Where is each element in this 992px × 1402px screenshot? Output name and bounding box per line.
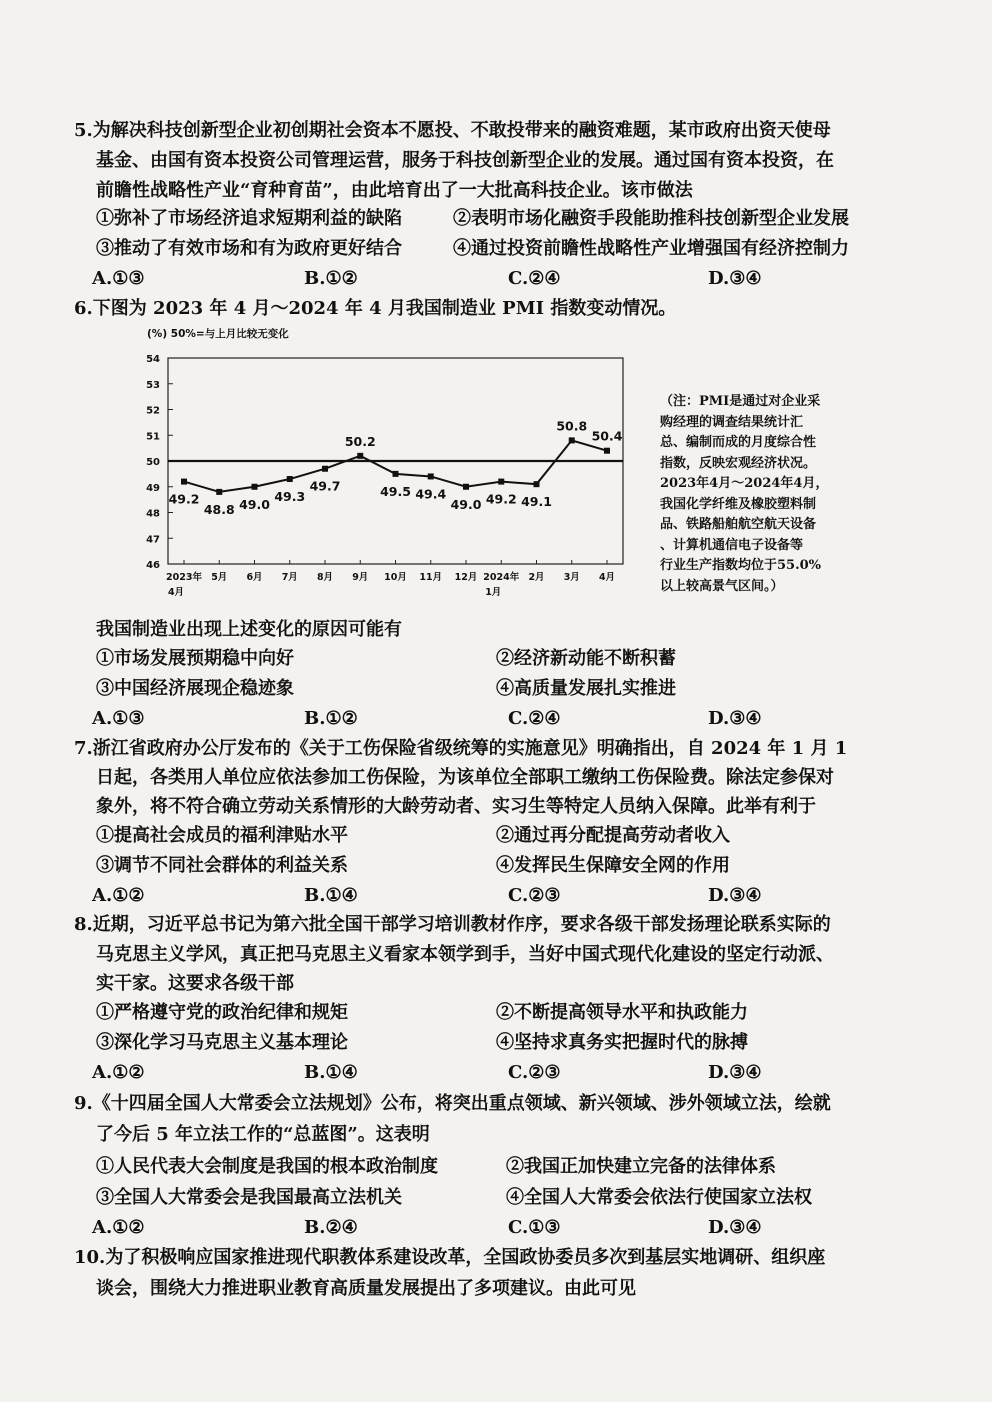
q6-stem: 6.下图为 2023 年 4 月～2024 年 4 月我国制造业 PMI 指数变动情况。 — [74, 298, 677, 319]
q5-choice-a: A.①③ — [92, 268, 145, 289]
data-label: 50.4 — [591, 428, 623, 444]
note-line: 品、铁路船舶航空航天设备 — [660, 517, 817, 532]
q7-choice-c: C.②③ — [508, 885, 561, 906]
data-point — [216, 489, 222, 495]
q5-stem-line-1: 5.为解决科技创新型企业初创期社会资本不愿投、不敢投带来的融资难题，某市政府出资天使母 — [74, 120, 831, 141]
q7-item-1: ①提高社会成员的福利津贴水平 — [96, 825, 348, 846]
q9-choice-d: D.③④ — [708, 1217, 762, 1238]
q7-item-4: ④发挥民生保障安全网的作用 — [496, 855, 730, 876]
q8-choice-a: A.①② — [92, 1062, 145, 1083]
q7-stem-line-1: 7.浙江省政府办公厅发布的《关于工伤保险省级统筹的实施意见》明确指出，自 2024 年 1 月 1 — [74, 738, 848, 759]
data-label: 48.8 — [203, 501, 235, 517]
y-tick-label: 48 — [146, 508, 160, 520]
x-tick-label: 2024年 — [483, 572, 520, 583]
data-point — [181, 479, 187, 485]
y-tick-label: 47 — [146, 534, 160, 546]
chart-title: (%) 50%=与上月比较无变化 — [147, 328, 289, 340]
data-point — [428, 473, 434, 479]
q7-stem-line-3: 象外，将不符合确立劳动关系情形的大龄劳动者、实习生等特定人员纳入保障。此举有利于 — [96, 796, 816, 817]
q6-choice-d: D.③④ — [708, 708, 762, 729]
y-axis — [146, 354, 173, 571]
q7-item-2: ②通过再分配提高劳动者收入 — [496, 825, 730, 846]
data-label: 49.2 — [485, 491, 517, 507]
q5-stem-line-2: 基金、由国有资本投资公司管理运营，服务于科技创新型企业的发展。通过国有资本投资，在 — [96, 150, 834, 171]
q5-item-2: ②表明市场化融资手段能助推科技创新型企业发展 — [453, 208, 849, 229]
q6-item-2: ②经济新动能不断积蓄 — [496, 648, 676, 669]
y-tick-label: 46 — [146, 560, 160, 571]
q9-choice-a: A.①② — [92, 1217, 145, 1238]
q10-stem-line-1: 10.为了积极响应国家推进现代职教体系建设改革，全国政协委员多次到基层实地调研、组织座 — [74, 1247, 826, 1268]
data-point — [498, 479, 504, 485]
x-tick-label: 2023年 — [166, 572, 202, 583]
data-label: 49.3 — [274, 489, 306, 505]
data-label: 49.1 — [521, 494, 552, 510]
q8-choice-c: C.②③ — [508, 1062, 561, 1083]
x-tick-label: 2月 — [528, 572, 545, 583]
x-tick-label: 7月 — [281, 572, 298, 583]
q9-item-2: ②我国正加快建立完备的法律体系 — [506, 1156, 776, 1177]
q9-item-3: ③全国人大常委会是我国最高立法机关 — [96, 1187, 402, 1208]
note-line: 行业生产指数均位于55.0% — [660, 558, 822, 573]
q5-stem-line-3: 前瞻性战略性产业“育种育苗”，由此培育出了一大批高科技企业。该市做法 — [96, 180, 693, 201]
data-point — [252, 484, 258, 490]
q8-item-3: ③深化学习马克思主义基本理论 — [96, 1032, 348, 1053]
q6-choice-c: C.②④ — [508, 708, 561, 729]
q8-item-2: ②不断提高领导水平和执政能力 — [496, 1002, 748, 1023]
y-tick-label: 53 — [146, 379, 160, 391]
x-axis — [166, 560, 615, 598]
q8-choice-b: B.①④ — [304, 1062, 358, 1083]
q6-item-3: ③中国经济展现企稳迹象 — [96, 678, 294, 699]
q8-choice-d: D.③④ — [708, 1062, 762, 1083]
x-tick-label: 12月 — [454, 572, 478, 583]
y-tick-label: 49 — [146, 482, 160, 494]
q6-item-1: ①市场发展预期稳中向好 — [96, 648, 294, 669]
note-line: 、计算机通信电子设备等 — [660, 537, 804, 553]
x-tick-label: 5月 — [211, 572, 228, 583]
data-point — [322, 466, 328, 472]
q10-stem-line-2: 谈会，围绕大力推进职业教育高质量发展提出了多项建议。由此可见 — [96, 1278, 636, 1299]
y-tick-label: 51 — [146, 431, 160, 443]
data-point — [357, 453, 363, 459]
chart-note — [660, 392, 885, 597]
q9-stem-line-1: 9.《十四届全国人大常委会立法规划》公布，将突出重点领域、新兴领域、涉外领域立法，绘就 — [74, 1093, 831, 1114]
note-line: 指数，反映宏观经济状况。 — [660, 455, 817, 471]
data-labels — [169, 418, 623, 517]
q9-choice-b: B.②④ — [304, 1217, 358, 1238]
data-label: 49.2 — [168, 491, 200, 507]
y-tick-label: 50 — [146, 457, 160, 468]
q9-item-1: ①人民代表大会制度是我国的根本政治制度 — [96, 1156, 438, 1177]
note-line: （注：PMI是通过对企业采 — [660, 394, 821, 409]
q8-stem-line-1: 8.近期，习近平总书记为第六批全国干部学习培训教材作序，要求各级干部发扬理论联系实际的 — [74, 914, 831, 935]
data-label: 49.5 — [380, 483, 411, 499]
q5-item-3: ③推动了有效市场和有为政府更好结合 — [96, 238, 402, 259]
note-line: 购经理的调查结果统计汇 — [660, 414, 804, 430]
q8-item-1: ①严格遵守党的政治纪律和规矩 — [96, 1002, 348, 1023]
q5-choice-c: C.②④ — [508, 268, 561, 289]
q5-item-4: ④通过投资前瞻性战略性产业增强国有经济控制力 — [453, 238, 849, 259]
data-point — [463, 484, 469, 490]
data-point — [534, 481, 540, 487]
q7-stem-line-2: 日起，各类用人单位应依法参加工伤保险，为该单位全部职工缴纳工伤保险费。除法定参保对 — [96, 767, 834, 788]
q8-item-4: ④坚持求真务实把握时代的脉搏 — [496, 1032, 748, 1053]
y-tick-label: 54 — [146, 354, 160, 365]
x-tick-label-sub: 4月 — [167, 587, 185, 598]
data-label: 50.8 — [556, 418, 588, 434]
data-point — [287, 476, 293, 482]
q6-after-text: 我国制造业出现上述变化的原因可能有 — [96, 619, 402, 640]
q6-item-4: ④高质量发展扎实推进 — [496, 678, 676, 699]
q7-item-3: ③调节不同社会群体的利益关系 — [96, 855, 348, 876]
q9-item-4: ④全国人大常委会依法行使国家立法权 — [506, 1187, 812, 1208]
q7-choice-a: A.①② — [92, 885, 145, 906]
data-label: 50.2 — [344, 433, 376, 449]
x-tick-label: 6月 — [246, 572, 263, 583]
q8-stem-line-3: 实干家。这要求各级干部 — [96, 973, 294, 994]
data-point — [604, 448, 610, 454]
q5-choice-b: B.①② — [304, 268, 358, 289]
q6-choice-a: A.①③ — [92, 708, 145, 729]
q7-choice-b: B.①④ — [304, 885, 358, 906]
data-label: 49.7 — [309, 478, 341, 494]
x-tick-label: 10月 — [384, 572, 407, 583]
x-tick-label: 3月 — [563, 572, 580, 583]
pmi-line-chart — [125, 322, 645, 602]
q6-choice-b: B.①② — [304, 708, 358, 729]
data-point — [569, 437, 575, 443]
note-line: 我国化学纤维及橡胶塑料制 — [660, 496, 817, 512]
q9-choice-c: C.①③ — [508, 1217, 561, 1238]
note-line: 总、编制而成的月度综合性 — [660, 435, 817, 450]
data-label: 49.0 — [450, 496, 482, 512]
data-label: 49.4 — [415, 486, 447, 502]
q5-choice-d: D.③④ — [708, 268, 762, 289]
y-tick-label: 52 — [146, 405, 160, 417]
note-line: 2023年4月～2024年4月， — [660, 476, 829, 491]
data-label: 49.0 — [239, 496, 270, 512]
q5-item-1: ①弥补了市场经济追求短期利益的缺陷 — [96, 208, 402, 229]
x-tick-label: 11月 — [419, 572, 443, 583]
q8-stem-line-2: 马克思主义学风，真正把马克思主义看家本领学到手，当好中国式现代化建设的坚定行动派、 — [96, 944, 834, 965]
data-point — [393, 471, 399, 477]
x-tick-label-sub: 1月 — [485, 587, 502, 598]
x-tick-label: 4月 — [598, 572, 616, 583]
q7-choice-d: D.③④ — [708, 885, 762, 906]
q9-stem-line-2: 了今后 5 年立法工作的“总蓝图”。这表明 — [96, 1124, 430, 1145]
note-line: 以上较高景气区间。） — [660, 578, 784, 594]
x-tick-label: 8月 — [316, 572, 334, 583]
x-tick-label: 9月 — [352, 572, 369, 583]
